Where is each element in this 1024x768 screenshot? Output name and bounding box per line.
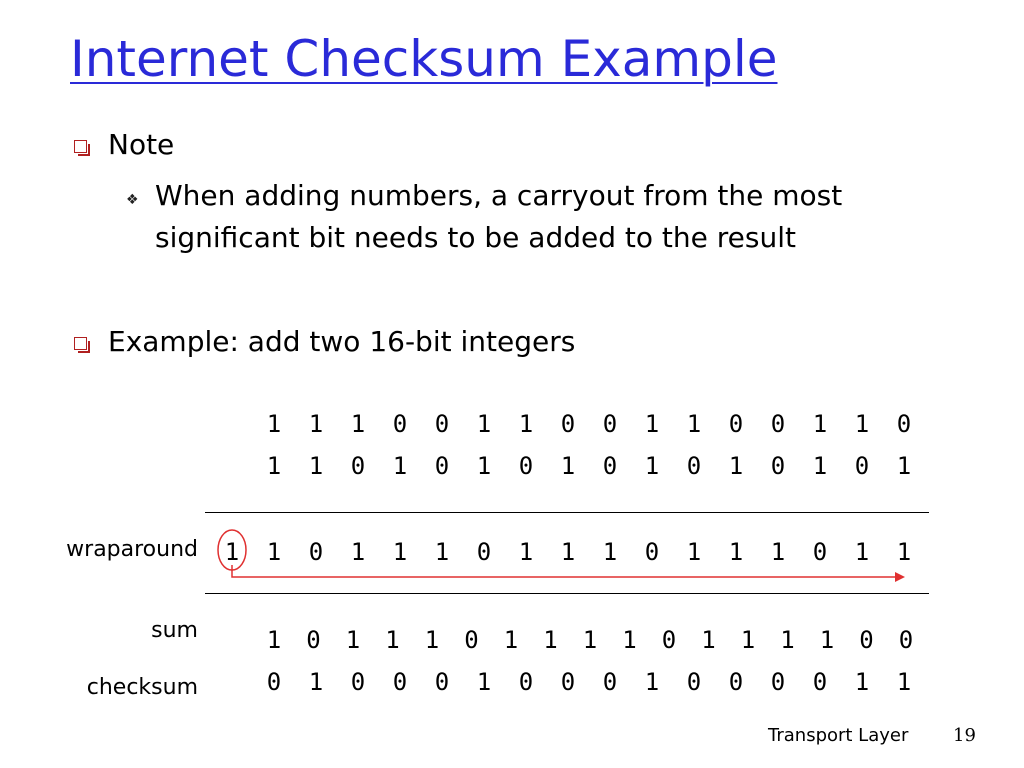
example-bullet-icon	[74, 337, 87, 350]
bit-cell: 1	[308, 410, 324, 438]
bit-cell: 0	[560, 410, 576, 438]
bit-cell: 1	[644, 452, 660, 480]
bit-cell: 0	[266, 668, 282, 696]
bit-cell: 1	[476, 668, 492, 696]
bit-cell: 1	[308, 452, 324, 480]
bit-cell: 1	[622, 626, 637, 654]
bit-cell: 1	[392, 538, 408, 566]
note-heading: Note	[108, 128, 175, 161]
bit-cell: 1	[701, 626, 716, 654]
bit-cell: 1	[770, 538, 786, 566]
note-text	[155, 175, 955, 259]
bit-cell: 1	[896, 538, 912, 566]
bit-cell: 0	[350, 452, 366, 480]
bit-cell: 0	[812, 538, 828, 566]
bit-cell: 1	[345, 626, 361, 654]
bit-cell: 1	[518, 410, 534, 438]
wraparound-arrow-icon	[225, 565, 925, 585]
bit-cell: 1	[266, 452, 282, 480]
bit-cell: 1	[266, 538, 282, 566]
bit-cell: 1	[503, 626, 519, 654]
bit-cell: 1	[350, 410, 366, 438]
bit-cell: 1	[582, 626, 598, 654]
bit-cell: 1	[644, 410, 660, 438]
bit-cell: 0	[686, 452, 702, 480]
bit-cell: 1	[686, 410, 702, 438]
bit-cell: 1	[740, 626, 756, 654]
bit-cell: 0	[308, 538, 324, 566]
note-bullet-icon	[74, 140, 87, 153]
checksum-label: checksum	[86, 675, 198, 700]
bit-cell: 1	[812, 452, 828, 480]
bit-cell: 1	[819, 626, 835, 654]
footer-section: Transport Layer	[768, 725, 909, 746]
bit-cell: 0	[434, 452, 450, 480]
bit-cell: 1	[854, 538, 870, 566]
bit-cell: 0	[686, 668, 702, 696]
bit-cell: 1	[854, 410, 870, 438]
bit-cell: 0	[728, 668, 744, 696]
bit-cell: 0	[728, 410, 744, 438]
bit-cell: 0	[859, 626, 874, 654]
page-number: 19	[953, 725, 976, 746]
bit-cell: 0	[602, 452, 618, 480]
bit-cell: 1	[728, 538, 744, 566]
bit-cell: 0	[560, 668, 576, 696]
example-heading: Example: add two 16-bit integers	[108, 325, 576, 358]
bit-cell: 1	[385, 626, 400, 654]
bit-cell: 0	[898, 626, 914, 654]
bit-cell: 1	[896, 452, 912, 480]
bit-cell: 0	[602, 668, 618, 696]
bit-cell: 0	[770, 452, 786, 480]
bit-cell: 0	[464, 626, 479, 654]
bit-cell: 1	[476, 410, 492, 438]
bit-cell: 1	[560, 538, 576, 566]
bit-cell: 1	[812, 410, 828, 438]
wraparound-label: wraparound	[66, 537, 198, 562]
bit-cell: 0	[602, 410, 618, 438]
bit-cell: 0	[476, 538, 492, 566]
divider-line-2	[205, 593, 929, 594]
bit-cell: 0	[896, 410, 912, 438]
note-text-line-2: significant bit needs to be added to the result	[155, 221, 796, 254]
bit-cell: 0	[350, 668, 366, 696]
bit-cell: 1	[686, 538, 702, 566]
bit-cell: 0	[644, 538, 660, 566]
slide-title: Internet Checksum Example	[70, 30, 778, 88]
bit-cell: 1	[644, 668, 660, 696]
bit-cell: 0	[770, 668, 786, 696]
bit-cell: 1	[350, 538, 366, 566]
bit-cell: 0	[392, 668, 408, 696]
sum-label: sum	[151, 618, 198, 643]
bit-cell: 0	[392, 410, 408, 438]
bit-cell: 1	[424, 626, 440, 654]
bit-cell: 0	[434, 410, 450, 438]
bit-cell: 1	[518, 538, 534, 566]
bit-cell: 1	[896, 668, 912, 696]
bit-cell: 1	[560, 452, 576, 480]
bit-cell: 0	[518, 668, 534, 696]
bit-cell: 1	[602, 538, 618, 566]
bit-cell: 0	[854, 452, 870, 480]
bit-cell: 0	[661, 626, 677, 654]
bit-cell: 1	[266, 626, 282, 654]
divider-line-1	[205, 512, 929, 513]
bit-cell: 1	[728, 452, 744, 480]
bit-cell: 1	[543, 626, 558, 654]
bit-cell: 1	[392, 452, 408, 480]
bit-cell: 0	[812, 668, 828, 696]
bit-cell: 1	[476, 452, 492, 480]
bit-cell: 1	[780, 626, 795, 654]
bit-cell: 0	[434, 668, 450, 696]
bit-cell: 1	[434, 538, 450, 566]
sub-bullet-icon: ❖	[126, 192, 139, 208]
carry-bit: 1	[224, 538, 240, 566]
bit-cell: 0	[770, 410, 786, 438]
bit-cell: 1	[266, 410, 282, 438]
bit-cell: 0	[518, 452, 534, 480]
bit-cell: 1	[308, 668, 324, 696]
note-text-line-1: When adding numbers, a carryout from the most	[155, 179, 843, 212]
bit-cell: 1	[854, 668, 870, 696]
bit-cell: 0	[306, 626, 321, 654]
